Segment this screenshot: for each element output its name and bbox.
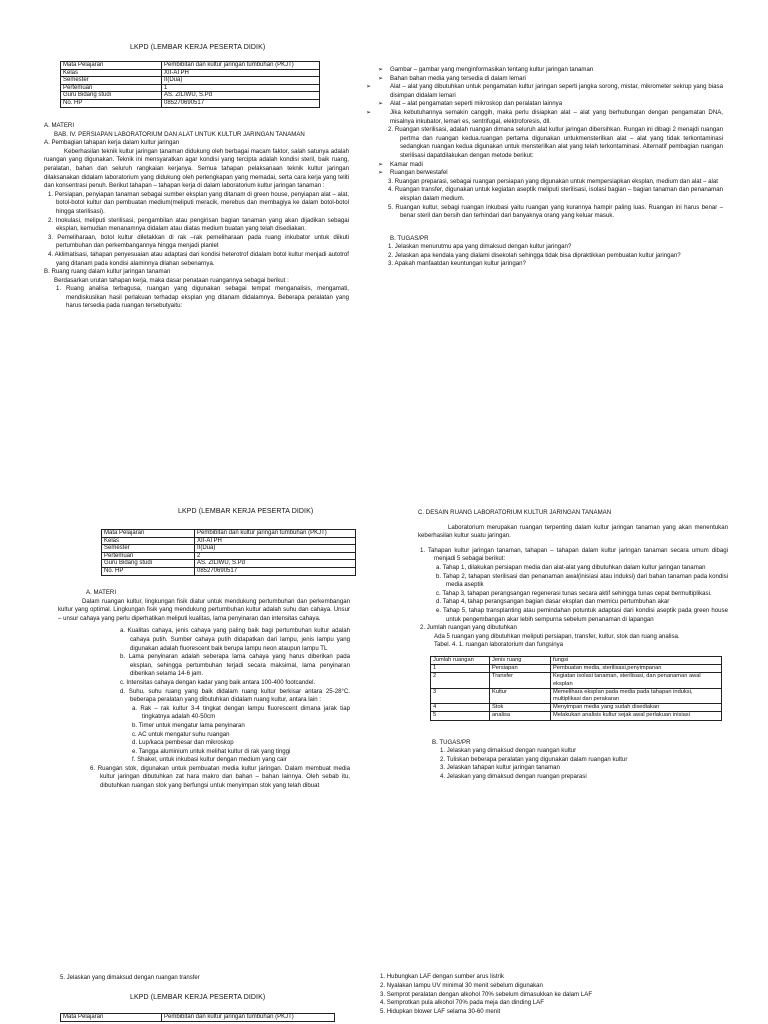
list-item: c. AC untuk mengatur suhu ruangan [132,730,230,738]
page2-paragraph: Dalam ruangan kultur, lingkungan fisik diatur untuk mendukung pertumbuhan dan perkembangan kultur yang optimal. Lingkungan fisik yang mendukung pertumbuhan kultur adalah suhu dan cahaya. Unsur – unsur cahaya yang perlu diperhatikan meliputi kualitas, lama penyinaran dan intensitas cahaya. [58,597,350,622]
list-item: b. Lama penyinaran adalah seberapa lama cahaya yang harus diberikan pada eksplan, sehingga pertumbuhan terjadi secara maksimal, lama penyinaran diberikan selama 14-6 jam. [120,653,350,678]
list-item: b. Tahap 2, tahapan sterilisasi dan penanaman awal(inisiasi atau induksi) dari bahan tanaman pada kondisi media aseptik [436,572,728,589]
page3-title: LKPD (LEMBAR KERJA PESERTA DIDIK) [130,994,266,1001]
list-item: 1. Jelaskan yang dimaksud dengan ruangan kultur [440,747,577,755]
section-a-heading: A. Pembagian tahapan kerja dalam kultur jaringan [44,139,180,147]
page1-title: LKPD (LEMBAR KERJA PESERTA DIDIK) [130,44,266,51]
page2-right-body [418,509,728,782]
list-item: ➢ Alat – alat yang dibutuhkan untuk pengamatan kultur jaringan seperti jangka sorong, mistar, mikrometer sekrup yang biasa disimpan didalam lemari [378,83,723,100]
section-a-paragraph: Keberhasilan teknik kultur jaringan tanaman didukung oleh berbagai macam faktor, salah satunya adalah ruangan yang digunakan. Teknik ini mensyaratkan agar kondisi yang tercipta adalah kondisi steril, baik ruang, peralatan, bahan dan seluruh rangkaian kerjanya. Semua tahapan pelaksanaan teknik kultur jaringan dilaksanakan didalam laboratorium yang didukung oleh perlengkapan yang memadai, serta cara kerja yang teliti dan konsentrasi penuh. Berikut tahapan – tahapan kerja di dalam laboratorium kultur jaringan tanaman : [44,147,349,190]
list-item: 4. Semprotkan pula alkohol 70% pada meja dan dinding LAF [380,999,544,1007]
list-item: ➢ Kamar madi [378,161,723,170]
materi-heading: A. MATERI [86,589,117,596]
table-row: Kelas XII-ATPH [61,69,320,77]
list-item: a. Kualitas cahaya, jenis cahaya yang paling baik bagi pertumbuhan kultur adalah cahaya putih. Sumber cahaya putih didapatkan dari lampu, jenis lampu yang digunakan adalah fluorescent baik berupa lampu neon ataupun lampu TL [120,627,350,652]
list-item: 1. Jelaskan menurutmu apa yang dimaksud dengan kultur jaringan? [388,243,572,251]
page3-right-body [380,973,720,1017]
page2-title: LKPD (LEMBAR KERJA PESERTA DIDIK) [178,508,314,515]
bab-heading: BAB. IV. PERSIAPAN LABORATORIUM DAN ALAT UNTUK KULTUR JARINGAN TANAMAN [54,130,305,138]
list-item: e. Tangga aluminium untuk melihat kultur di rak yang tinggi [132,747,291,755]
table-row: Guru Bidang studi AS. ZILIWU, S.Pd [102,560,356,568]
list-item: ➢ Jika kebutuhannya semakin canggih, maka perlu disiapkan alat – alat yang berhubungan dengan pengamatan DNA, misalnya inkubator, lemari es, sentrifugal, elektroforesis, dll. [378,109,723,126]
table-row: Guru Bidang studi AS. ZILIWU, S.Pd [61,92,320,100]
list-item: ➢ Gambar – gambar yang menginformasikan tentang kultur jaringan tanaman [378,66,723,75]
table-row: Semester II(Dua) [61,77,320,85]
section-c-paragraph: Laboratorium merupakan ruangan terpenting dalam kultur jaringan tanaman yang akan menentukan keberhasilan kultur suatu jaringan. [418,523,728,540]
list-item: 3. Pemeliharaan, botol kultur diletakkan di rak –rak pemeliharaan pada ruang inkubator untuk diikuti pertumbuhan dan perkembangannya hingga menjadi planlet [48,233,349,250]
table-header-row: Jumlah ruangan Jenis ruang fungsi [431,656,722,664]
list-item: ➢ Ruangan berwestafel [378,169,723,178]
list-item: 5. Hidupkan blower LAF selama 30-60 menit [380,1008,501,1016]
list-item: 3. Apakah manfaatdan keuntungan kultur jaringan? [388,260,526,268]
section-b-paragraph: Berdasarkan urutan tahapan kerja, maka dasar penataan ruangannya sebagai berikut : [54,276,289,284]
list-item: 1. Ruang analisa terbagusa, ruangan yang digunakan sebagai tempat menganalisis, mengamati, mendiskusikan hasil perlakuan terhadap eksplan yng ditanam didalamnya. Beberapa peralatan yang harus tersedia pada ruangan tersebutyaitu: [56,285,349,310]
list-item: 3. Semprot peralatan dengan alkohol 70% sebelum dimasukkan ke dalam LAF [380,990,593,998]
list-item: 3. Ruangan preparasi, sebagai ruangan persiapan yang digunakan untuk mempersiapkan eksplan, medium dan alat – alat [388,177,718,185]
page1-left-body [44,122,349,311]
list-item: 5. Ruangan kultur, sebagi ruangan inkubasi yaitu ruangan yang kurannya hampir paling luas. Ruangan ini harus benar – benar steril dan bersih dan terhindari dari banyaknya orang yang keluar masuk. [388,203,723,220]
table-caption: Tabel. 4. 1. ruangan laboratorium dan fungsinya [434,641,564,649]
table-row: Mata Pelajaran Pembibitan dan kultur jaringan tumbuhan (PKJT) [102,530,356,538]
materi-heading: A. MATERI [44,122,75,129]
table-row: 2 Transfer Kegiatan isolasi tanaman, sterilisasi, dan penanaman awal eksplan [431,673,722,688]
list-item: 1. Persiapan, penyiapan tanaman sebagai sumber eksplan yang ditanam di green house, penyiapan alat – alat, botol-botol kultur dan pembuatan medium(meliputi meracik, merebus dan membagiya ke dalam botol-botol hingga sterilisasi). [48,190,349,215]
arrow-bullet-icon [378,83,390,90]
tugas-heading: B. TUGAS/PR [390,234,429,242]
tugas-heading: B. TUGAS/PR [432,738,471,746]
list-item: 2. Jumlah ruangan yang dibutuhkan [420,624,517,632]
list-item: 1. Hubungkan LAF dengan sumber arus listrik [380,973,504,980]
list-item: 2. Jelaskan apa kendala yang dialami disekolah sehingga tidak bisa dipraktikkan pembuatan kultur jaringan? [388,251,681,259]
list-item: e. Tahap 5, tahap transplanting atau pemindahan potuntuk adaptasi dari kondisi aseptik pada green house untuk pengembangan akar lebih sempurna sebelum penanaman di lapangan [436,606,728,623]
page1-right-body [378,66,723,269]
list-item: 6. Ruangan stok, digunakan untuk pembuatan media kultur jaringan. Dalam membuat media kultur jaringan dibutuhkan zat hara makro dan bahan – bahan lainnya. Oleh sebab itu, dibutuhkan ruangan stok yang berfungsi untuk menyimpan stok yang telah dibuat [90,764,350,790]
list-item: b. Timer untuk mengatur lama penyinaran [132,721,245,729]
table-row: 1 Persiapan Pembuatan media, sterilisasi,penyimpanan [431,665,722,673]
table-row: Semester II(Dua) [102,545,356,553]
list-item: 2. Nyalakan lampu UV minimal 30 menit sebelum digunakan [380,981,543,989]
section-b-heading: B. Ruang ruang dalam kultur jaringan tanaman [44,268,171,276]
list-item: 2. Ruangan sterilisasi, adalah ruangan dimana seluruh alat kultur jaringan dibersihkan. Rungan ini dibagi 2 menajdi ruangan pertma dan ruangan kedua.ruangan pertama digunakan untukmensterilkan alat – alat yang tidak terkontaminasi sedangkan ruangan kedua digunakan untuk mensterilkan alat yang telah terkontaminasi. Alternatif pembagian ruangan sterilisasi dapatdilakukan dengan metode berikut: [388,126,723,159]
table-row: No. HP 085270690517 [61,99,320,107]
table-row: 5 analisa Melakukan analisis kultur sejak awal perlakuan inisiasi [431,712,722,720]
list-item: ➢ Bahan bahan media yang tersedia di dalam lemari [378,75,723,84]
section-c-heading: C. DESAIN RUANG LABORATORIUM KULTUR JARINGAN TANAMAN [418,509,612,516]
list-item: 4. Ruangan transfer, digunakan untuk kegiatan aseptik meliputi sterilisasi, isolasi bagian – bagian tanaman dan penanaman eksplan dalam medium. [388,186,723,202]
list-item: a. Tahap 1, dilakukan persiapan media dan alat-alat yang dibutuhkan dalam kultur jaringan tanaman [436,563,706,571]
list-item: 4. Aklimatisasi, tahapan penyesuaian atau adaptasi dari kondisi heterotrof didalam botol kultur menjadi autotrof yang ditanam pada kondisi alaminnya dilahan sebenarnya. [48,250,349,267]
page1-info-table [60,61,320,108]
list-item: ➢ Alat – alat pengamatan seperti mikroskop dan peralatan lainnya [378,100,723,109]
list-item: 4. Jelaskan yang dimaksud dengan ruangan preparasi [440,772,587,780]
table-row: Pertemuan 2 [102,552,356,560]
table-row: 4 Stok Menyimpan media yang sudah disediakan [431,704,722,712]
table-row: No. HP 085270690517 [102,567,356,575]
list-item: 2. Tuliskan beberapa peralatan yang digunakan dalam ruangan kultur [440,755,628,763]
list-item: 1. Tahapan kultur jaringan tanaman, tahapan – tahapan dalam kultur jaringan tanaman secara umum dibagi menjadi 5 sebagai berikut: [420,546,728,563]
list-item-paragraph: Ada 5 ruangan yang dibutuhkan meliputi persiapan, transfer, kultur, stok dan ruang analisa. [434,632,680,640]
arrow-bullet-icon [378,109,390,116]
table-row: Mata Pelajaran Pembibitan dan kultur jaringan tumbuhan (PKJT) [61,62,320,70]
list-item: f. Shaker, untuk inkubasi kultur dengan medium yang cair [132,756,287,764]
list-item: 2. Inokulasi, meliputi sterilisasi, pengambilan atau pengirisan bagian tanaman yang akan dijadikan sebagai eksplan, kemudian menanamnya didalam atau diatas medium buatan yang telah disediakan. [48,216,349,233]
table-row: Pertemuan 1 [61,84,320,92]
table-row: 3 Kultur Memelihara eksplan pada media pada tahapan induksi, multiplikasi dan perakaran [431,688,722,703]
page2-left-body [58,589,350,791]
list-item: 3. Jelaskan tahapan kultur jaringan tanaman [440,764,560,772]
list-item: 5. Jelaskan yang dimaksud dengan ruangan transfer [60,975,200,981]
table-row: Mata Pelajaran Pembibitan dan kultur jaringan tumbuhan (PKJT) [61,1014,335,1022]
table-row: Kelas XII-ATPH [102,537,356,545]
list-item: c. Tahap 3, tahapan perangsangan regenerasi tunas secara aktif sehingga tunas cepat bermultiplikasi. [436,589,712,597]
page3-info-table [60,1013,335,1022]
list-item: d. Tahap 4, tahap perangsangan bagian dasar eksplan dan memicu pertumbuhan akar [436,598,670,606]
rooms-table [430,656,722,721]
list-item: a. Rak – rak kultur 3-4 tingkat dengan lampu fluorescent dimana jarak tiap tingkatnya adalah 40-50cm [132,704,350,721]
list-item: d. Suhu, suhu ruang yang baik didalam ruang kultur berkisar antara 25-28°C. beberapa peralatan yang dibutuhkan didalam ruang kultur, antara lain : [120,687,350,704]
page2-info-table [101,529,356,576]
list-item: c. Intensitas cahaya dengan kadar yang baik antara 100-400 footcandel. [120,678,316,686]
list-item: d. Lup/kaca pembesar dan mikroskop [132,739,234,747]
